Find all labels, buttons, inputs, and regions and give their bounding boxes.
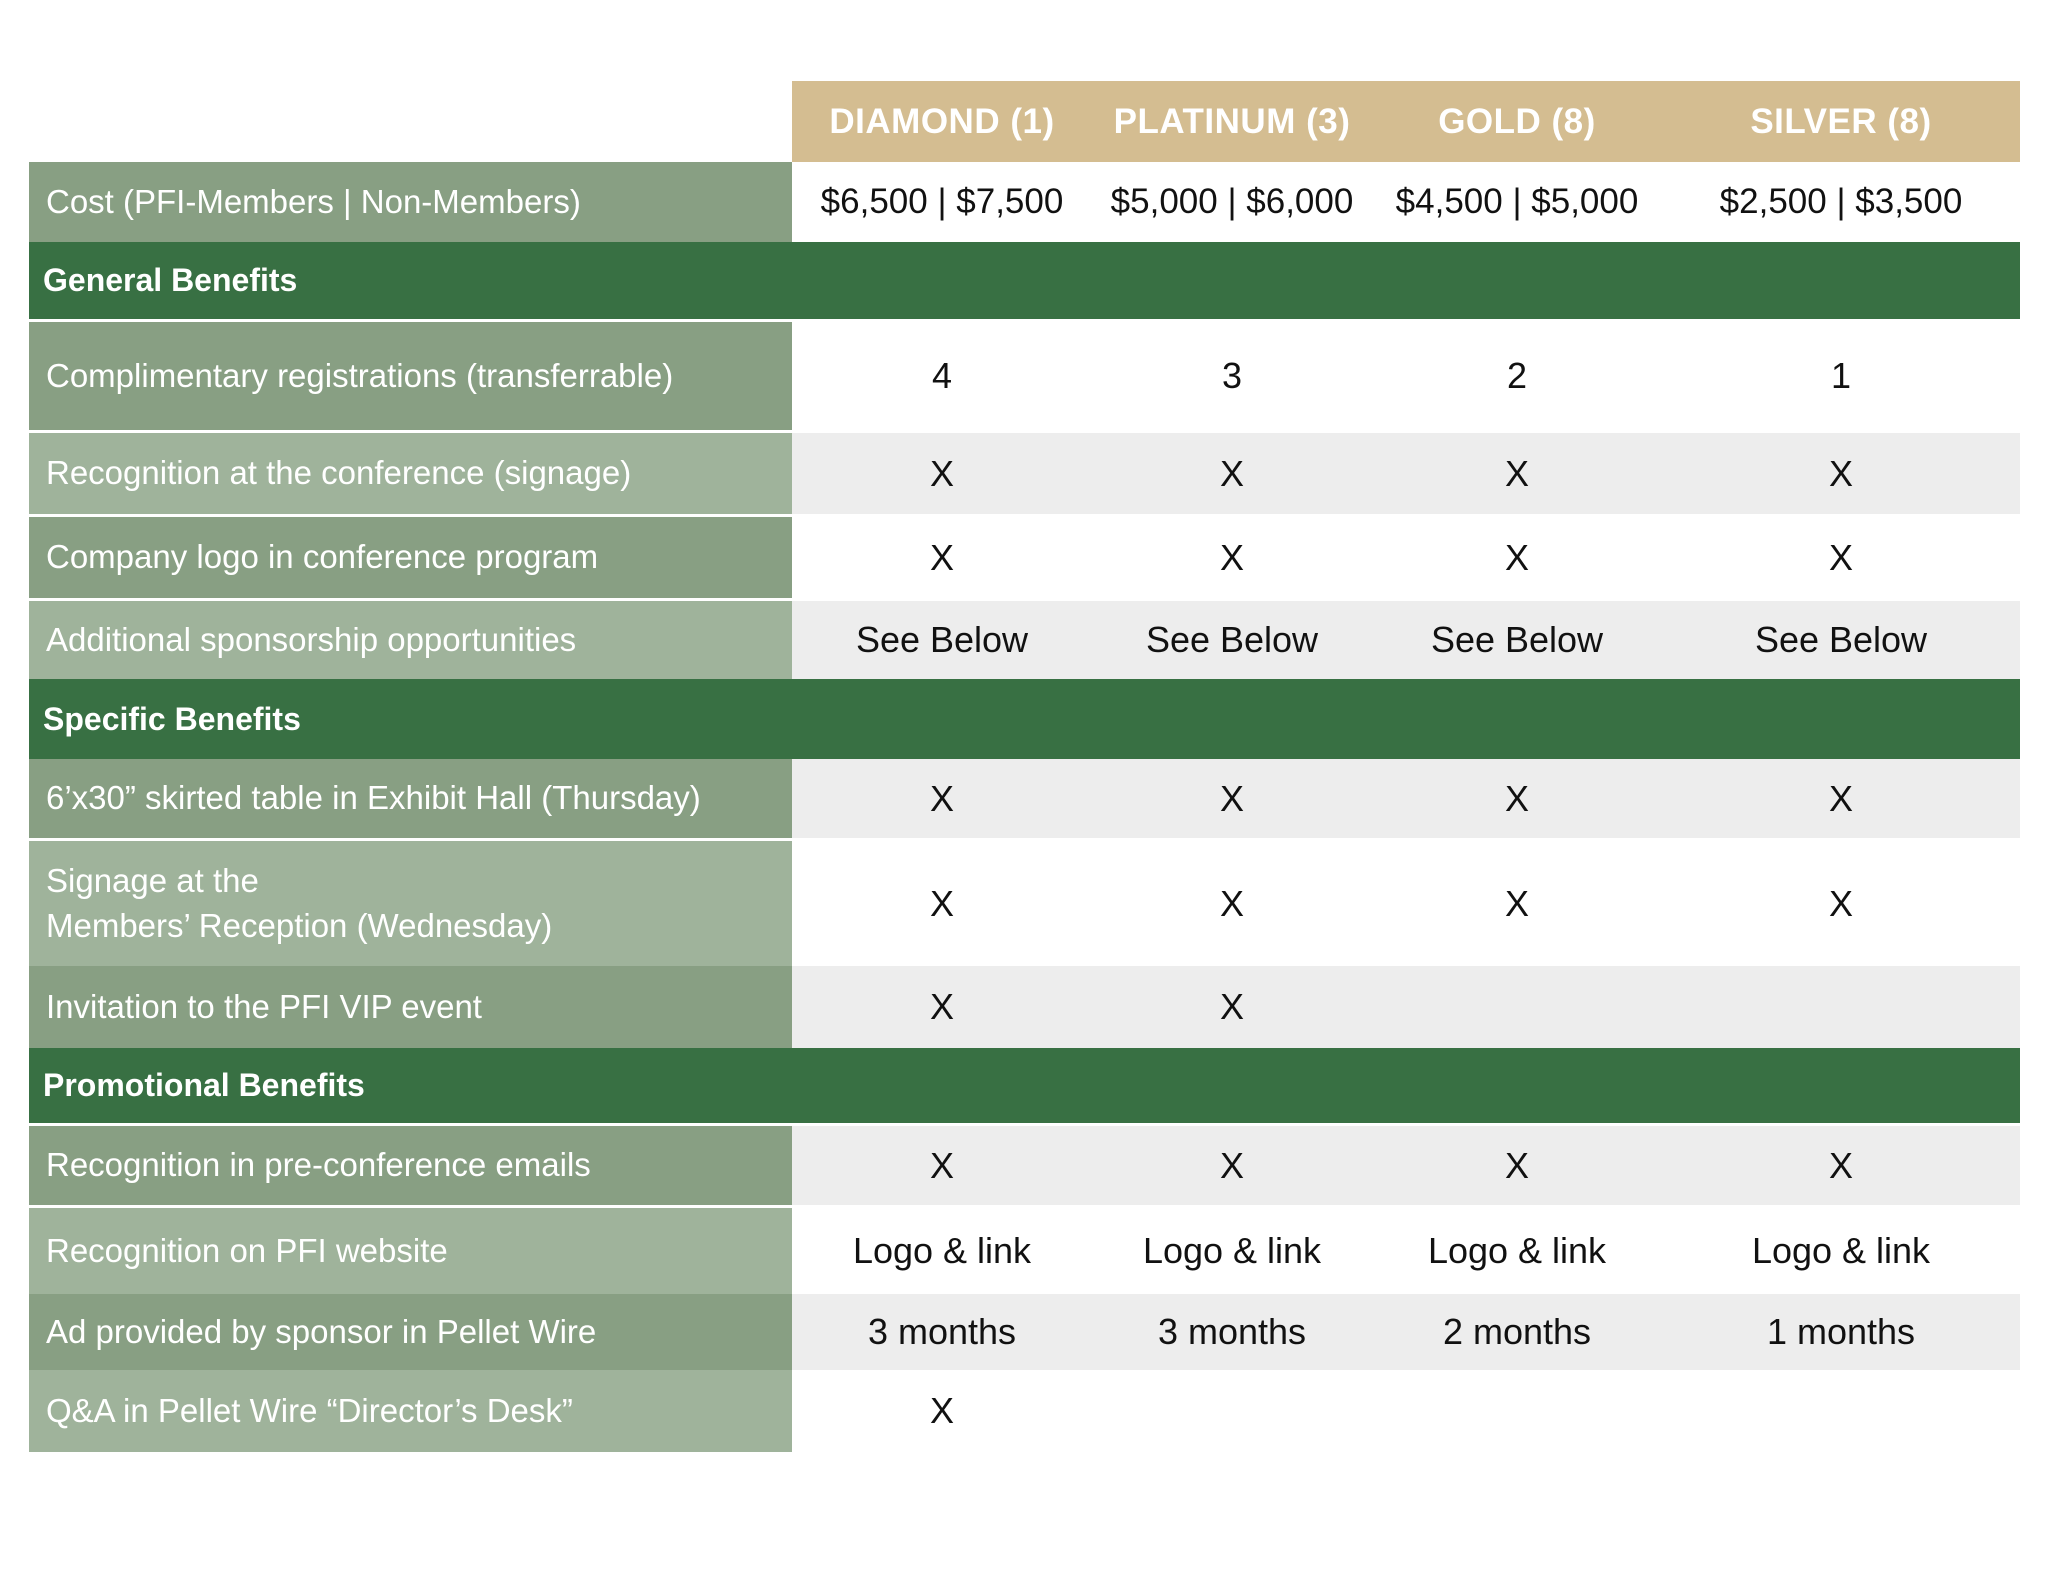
cell-gold: X xyxy=(1504,882,1529,924)
cell-gold: 2 xyxy=(1506,355,1528,396)
section-general-benefits: General Benefits xyxy=(29,242,2020,319)
table-row xyxy=(29,322,2020,430)
cost-diamond: $6,500 | $7,500 xyxy=(820,182,1064,221)
cell-silver: X xyxy=(1828,777,1853,819)
row-label: Recognition on PFI website xyxy=(29,1208,792,1294)
row-label: Additional sponsorship opportunities xyxy=(29,601,792,679)
cell-diamond: See Below xyxy=(855,619,1029,660)
cell-gold xyxy=(1372,1370,1662,1452)
cell-gold: See Below xyxy=(1430,619,1604,660)
tier-header-diamond: DIAMOND (1) xyxy=(829,101,1055,141)
table-row xyxy=(29,1208,2020,1294)
cell-diamond: 4 xyxy=(931,355,953,396)
cell-silver: 1 months xyxy=(1766,1311,1916,1352)
cell-silver: X xyxy=(1828,1144,1853,1186)
sponsorship-table xyxy=(29,81,2020,1452)
cell-silver: X xyxy=(1828,536,1853,578)
table-row xyxy=(29,433,2020,514)
table-row xyxy=(29,517,2020,598)
cell-platinum: X xyxy=(1219,536,1244,578)
table-row xyxy=(29,1294,2020,1370)
cell-platinum: X xyxy=(1219,986,1244,1027)
cell-platinum: X xyxy=(1219,452,1244,494)
table-row xyxy=(29,841,2020,966)
tier-header-gold: GOLD (8) xyxy=(1438,101,1596,141)
table-row xyxy=(29,601,2020,679)
cell-gold: X xyxy=(1504,536,1529,578)
cost-gold: $4,500 | $5,000 xyxy=(1395,182,1639,221)
cell-diamond: X xyxy=(929,882,954,924)
row-label: Recognition at the conference (signage) xyxy=(29,433,792,514)
tier-header-silver: SILVER (8) xyxy=(1750,101,1932,141)
cell-gold: X xyxy=(1504,452,1529,494)
row-label: Company logo in conference program xyxy=(29,517,792,598)
tier-header-platinum: PLATINUM (3) xyxy=(1113,101,1351,141)
cell-platinum: X xyxy=(1219,1144,1244,1186)
cell-platinum: 3 xyxy=(1221,355,1243,396)
cell-platinum: 3 months xyxy=(1157,1311,1307,1352)
cell-silver: X xyxy=(1828,882,1853,924)
row-label: Ad provided by sponsor in Pellet Wire xyxy=(29,1294,792,1370)
cell-diamond: X xyxy=(929,1390,954,1431)
row-label: Complimentary registrations (transferrable) xyxy=(29,322,792,430)
cell-gold xyxy=(1372,966,1662,1048)
cell-silver xyxy=(1662,1370,2020,1452)
cell-silver: 1 xyxy=(1830,355,1852,396)
cell-silver xyxy=(1662,966,2020,1048)
cell-silver: See Below xyxy=(1754,619,1928,660)
cell-diamond: 3 months xyxy=(867,1311,1017,1352)
table-row xyxy=(29,1126,2020,1205)
cell-diamond: X xyxy=(929,1144,954,1186)
cell-diamond: Logo & link xyxy=(852,1230,1032,1271)
cost-silver: $2,500 | $3,500 xyxy=(1719,182,1963,221)
cell-platinum: X xyxy=(1219,777,1244,819)
cost-row xyxy=(29,162,2020,242)
row-label: Invitation to the PFI VIP event xyxy=(29,966,792,1048)
cell-platinum xyxy=(1092,1370,1372,1452)
cell-silver: Logo & link xyxy=(1751,1230,1931,1271)
row-label-line2: Members’ Reception (Wednesday) xyxy=(46,906,553,944)
cell-platinum: See Below xyxy=(1145,619,1319,660)
cell-platinum: X xyxy=(1219,882,1244,924)
cell-diamond: X xyxy=(929,536,954,578)
cell-gold: X xyxy=(1504,777,1529,819)
header-spacer xyxy=(29,81,792,162)
cell-silver: X xyxy=(1828,452,1853,494)
cost-platinum: $5,000 | $6,000 xyxy=(1110,182,1354,221)
cell-diamond: X xyxy=(929,777,954,819)
row-label: Cost (PFI-Members | Non-Members) xyxy=(29,162,792,242)
row-label: Recognition in pre-conference emails xyxy=(29,1126,792,1205)
row-label-line1: Signage at the xyxy=(46,861,259,899)
cell-platinum: Logo & link xyxy=(1142,1230,1322,1271)
cell-gold: Logo & link xyxy=(1427,1230,1607,1271)
row-label xyxy=(29,841,792,966)
cell-diamond: X xyxy=(929,452,954,494)
table-row xyxy=(29,1370,2020,1452)
table-row xyxy=(29,759,2020,838)
section-specific-benefits: Specific Benefits xyxy=(29,679,2020,759)
section-promotional-benefits: Promotional Benefits xyxy=(29,1048,2020,1123)
tier-header-row xyxy=(29,81,2020,162)
row-label: Q&A in Pellet Wire “Director’s Desk” xyxy=(29,1370,792,1452)
cell-gold: X xyxy=(1504,1144,1529,1186)
table-row xyxy=(29,966,2020,1048)
row-label: 6’x30” skirted table in Exhibit Hall (Thursday) xyxy=(29,759,792,838)
cell-diamond: X xyxy=(929,986,954,1027)
cell-gold: 2 months xyxy=(1442,1311,1592,1352)
